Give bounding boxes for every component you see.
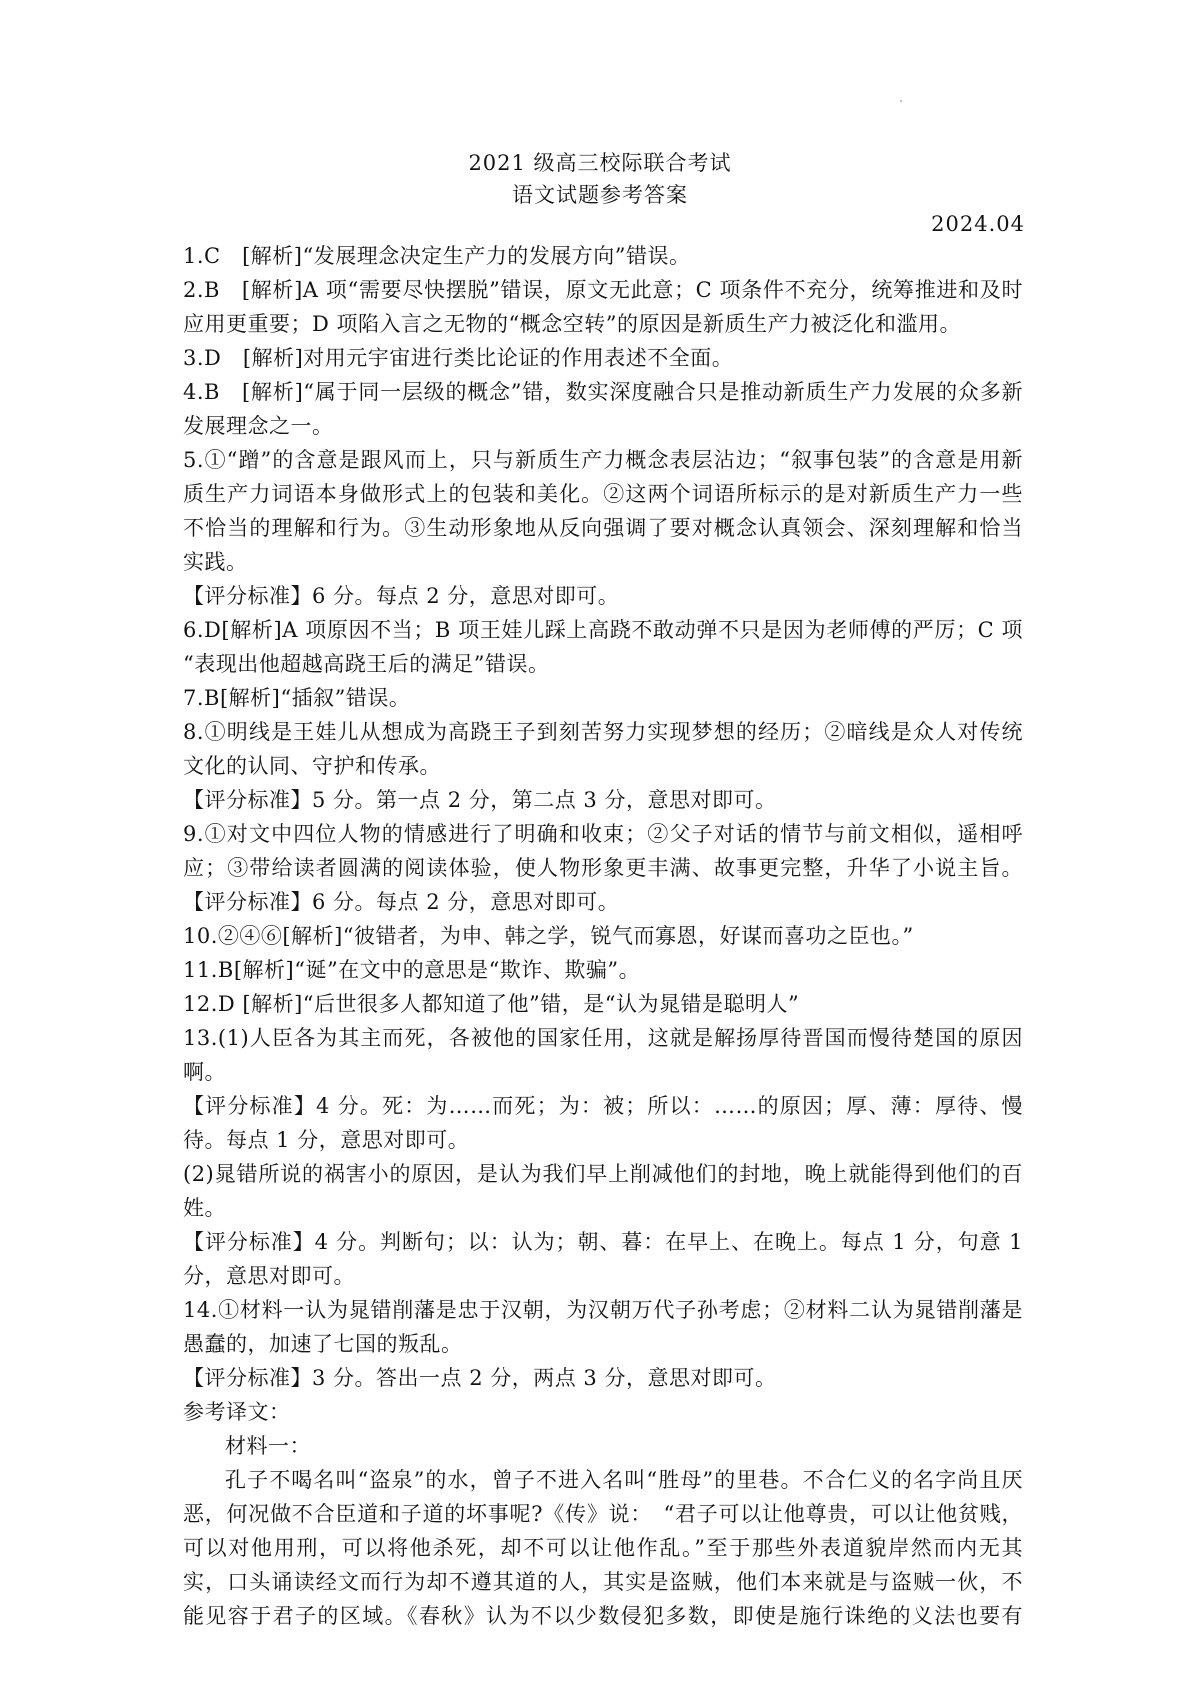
answer-body: [183, 239, 1023, 1633]
scoring-line: 【评分标准】4 分。判断句；以：认为；朝、暮：在早上、在晚上。每点 1 分，句意 1: [183, 1230, 1023, 1254]
scan-speck: [900, 100, 902, 102]
answer-line: 姓。: [183, 1196, 226, 1220]
answer-line: 不恰当的理解和行为。③生动形象地从反向强调了要对概念认真领会、深刻理解和恰当: [183, 516, 1023, 540]
scoring-line: 待。每点 1 分，意思对即可。: [183, 1128, 470, 1152]
answer-line: 7.B[解析]“插叙”错误。: [183, 686, 411, 710]
answer-line: 9.①对文中四位人物的情感进行了明确和收束；②父子对话的情节与前文相似，遥相呼: [183, 822, 1023, 846]
answer-line: 1.C [解析]“发展理念决定生产力的发展方向”错误。: [183, 244, 691, 268]
answer-line: 8.①明线是王娃儿从想成为高跷王子到刻苦努力实现梦想的经历；②暗线是众人对传统: [183, 720, 1023, 744]
answer-line: 5.①“蹭”的含意是跟风而上，只与新质生产力概念表层沾边；“叙事包装”的含意是用新: [183, 448, 1023, 472]
answer-line: 11.B[解析]“诞”在文中的意思是“欺诈、欺骗”。: [183, 958, 641, 982]
translation-line: 实，口头诵读经文而行为却不遵其道的人，其实是盗贼，他们本来就是与盗贼一伙，不: [183, 1570, 1023, 1594]
scoring-line: 【评分标准】5 分。第一点 2 分，第二点 3 分，意思对即可。: [183, 788, 777, 812]
document-title: 2021 级高三校际联合考试: [468, 151, 732, 175]
answer-line: 14.①材料一认为晁错削藩是忠于汉朝，为汉朝万代子孙考虑；②材料二认为晁错削藩是: [183, 1298, 1023, 1322]
answer-line: (2)晁错所说的祸害小的原因，是认为我们早上削减他们的封地，晚上就能得到他们的百: [183, 1162, 1023, 1186]
answer-line: 3.D [解析]对用元宇宙进行类比论证的作用表述不全面。: [183, 346, 734, 370]
answer-line: 实践。: [183, 550, 248, 574]
answer-line: “表现出他超越高跷王后的满足”错误。: [183, 652, 550, 676]
translation-line: 恶，何况做不合臣道和子道的坏事呢?《传》说： “君子可以让他尊贵，可以让他贫贱，: [183, 1502, 1023, 1526]
answer-line: 发展理念之一。: [183, 414, 334, 438]
material-heading: 材料一：: [225, 1434, 311, 1458]
answer-line: 质生产力词语本身做形式上的包装和美化。②这两个词语所标示的是对新质生产力一些: [183, 482, 1023, 506]
answer-line: 啊。: [183, 1060, 226, 1084]
scoring-line: 分，意思对即可。: [183, 1264, 355, 1288]
answer-line: 愚蠢的，加速了七国的叛乱。: [183, 1332, 463, 1356]
answer-line: 应用更重要；D 项陷入言之无物的“概念空转”的原因是新质生产力被泛化和滥用。: [183, 312, 961, 336]
answer-line: 13.(1)人臣各为其主而死，各被他的国家任用，这就是解扬厚待晋国而慢待楚国的原因: [183, 1026, 1023, 1050]
answer-line: 10.②④⑥[解析]“彼错者，为申、韩之学，锐气而寡恩，好谋而喜功之臣也。”: [183, 924, 914, 948]
answer-line: 12.D [解析]“后世很多人都知道了他”错，是“认为晁错是聪明人”: [183, 992, 800, 1016]
translation-line: 可以对他用刑，可以将他杀死，却不可以让他作乱。”至于那些外表道貌岸然而内无其: [183, 1536, 1023, 1560]
document-subtitle: 语文试题参考答案: [512, 183, 688, 207]
scoring-line: 【评分标准】4 分。死：为……而死；为：被；所以：……的原因；厚、薄：厚待、慢: [183, 1094, 1023, 1118]
document-date: 2024.04: [931, 212, 1025, 236]
answer-line: 2.B [解析]A 项“需要尽快摆脱”错误，原文无此意；C 项条件不充分，统筹推进和及时: [183, 278, 1023, 302]
translation-line: 孔子不喝名叫“盗泉”的水，曾子不进入名叫“胜母”的里巷。不合仁义的名字尚且厌: [225, 1468, 1023, 1492]
answer-line: 应；③带给读者圆满的阅读体验，使人物形象更丰满、故事更完整，升华了小说主旨。: [183, 856, 1023, 880]
scoring-line: 【评分标准】6 分。每点 2 分，意思对即可。: [183, 584, 620, 608]
translation-line: 能见容于君子的区域。《春秋》认为不以少数侵犯多数，即使是施行诛绝的义法也要有: [183, 1604, 1023, 1628]
scoring-line: 【评分标准】6 分。每点 2 分，意思对即可。: [183, 890, 620, 914]
translation-heading: 参考译文：: [183, 1400, 291, 1424]
answer-line: 4.B [解析]“属于同一层级的概念”错，数实深度融合只是推动新质生产力发展的众多新: [183, 380, 1023, 404]
answer-line: 文化的认同、守护和传承。: [183, 754, 441, 778]
answer-line: 6.D[解析]A 项原因不当；B 项王娃儿踩上高跷不敢动弹不只是因为老师傅的严厉；C 项: [183, 618, 1023, 642]
scoring-line: 【评分标准】3 分。答出一点 2 分，两点 3 分，意思对即可。: [183, 1366, 777, 1390]
